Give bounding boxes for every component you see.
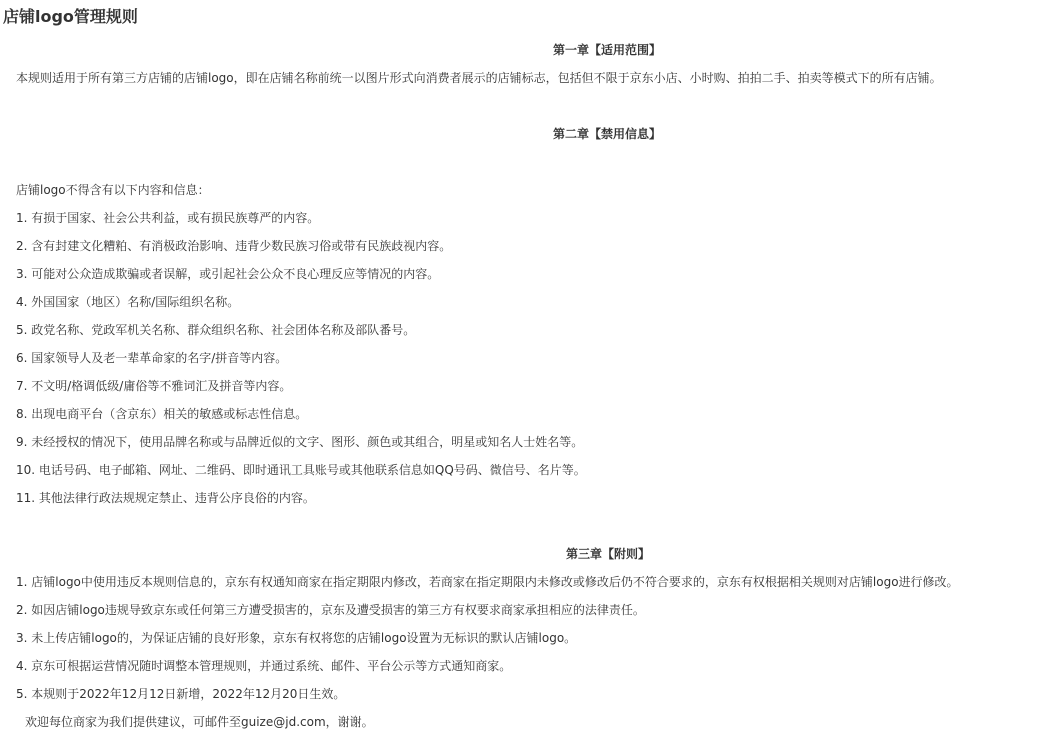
chapter2-item: 7. 不文明/格调低级/庸俗等不雅词汇及拼音等内容。: [16, 379, 292, 393]
chapter3-item: 1. 店铺logo中使用违反本规则信息的，京东有权通知商家在指定期限内修改，若商家在指定期限内未修改或修改后仍不符合要求的，京东有权根据相关规则对店铺logo进行修改。: [16, 575, 959, 589]
chapter1-text: 本规则适用于所有第三方店铺的店铺logo，即在店铺名称前统一以图片形式向消费者展示的店铺标志，包括但不限于京东小店、小时购、拍拍二手、拍卖等模式下的所有店铺。: [16, 71, 942, 85]
chapter2-item: 10. 电话号码、电子邮箱、网址、二维码、即时通讯工具账号或其他联系信息如QQ号码、微信号、名片等。: [16, 463, 586, 477]
chapter3-item: 4. 京东可根据运营情况随时调整本管理规则，并通过系统、邮件、平台公示等方式通知商家。: [16, 659, 512, 673]
chapter2-item: 11. 其他法律行政法规规定禁止、违背公序良俗的内容。: [16, 491, 315, 505]
chapter2-item: 2. 含有封建文化糟粕、有消极政治影响、违背少数民族习俗或带有民族歧视内容。: [16, 239, 452, 253]
chapter2-item: 1. 有损于国家、社会公共利益，或有损民族尊严的内容。: [16, 211, 320, 225]
chapter2-item: 3. 可能对公众造成欺骗或者误解，或引起社会公众不良心理反应等情况的内容。: [16, 267, 440, 281]
chapter3-heading: 第三章【附则】: [566, 547, 651, 561]
chapter2-item: 6. 国家领导人及老一辈革命家的名字/拼音等内容。: [16, 351, 288, 365]
chapter2-intro: 店铺logo不得含有以下内容和信息：: [16, 183, 210, 197]
chapter3-item: 2. 如因店铺logo违规导致京东或任何第三方遭受损害的，京东及遭受损害的第三方有权要求商家承担相应的法律责任。: [16, 603, 645, 617]
chapter3-closing: 欢迎每位商家为我们提供建议，可邮件至guize@jd.com，谢谢。: [25, 715, 374, 729]
chapter2-item: 5. 政党名称、党政军机关名称、群众组织名称、社会团体名称及部队番号。: [16, 323, 416, 337]
chapter2-item: 8. 出现电商平台（含京东）相关的敏感或标志性信息。: [16, 407, 308, 421]
chapter2-item: 9. 未经授权的情况下，使用品牌名称或与品牌近似的文字、图形、颜色或其组合，明星或知名人士姓名等。: [16, 435, 584, 449]
chapter2-heading: 第二章【禁用信息】: [553, 127, 662, 141]
chapter2-item: 4. 外国国家（地区）名称/国际组织名称。: [16, 295, 240, 309]
chapter3-item: 5. 本规则于2022年12月12日新增，2022年12月20日生效。: [16, 687, 346, 701]
chapter3-item: 3. 未上传店铺logo的，为保证店铺的良好形象，京东有权将您的店铺logo设置为无标识的默认店铺logo。: [16, 631, 577, 645]
page-title: 店铺logo管理规则: [3, 7, 138, 26]
chapter1-heading: 第一章【适用范围】: [553, 43, 662, 57]
